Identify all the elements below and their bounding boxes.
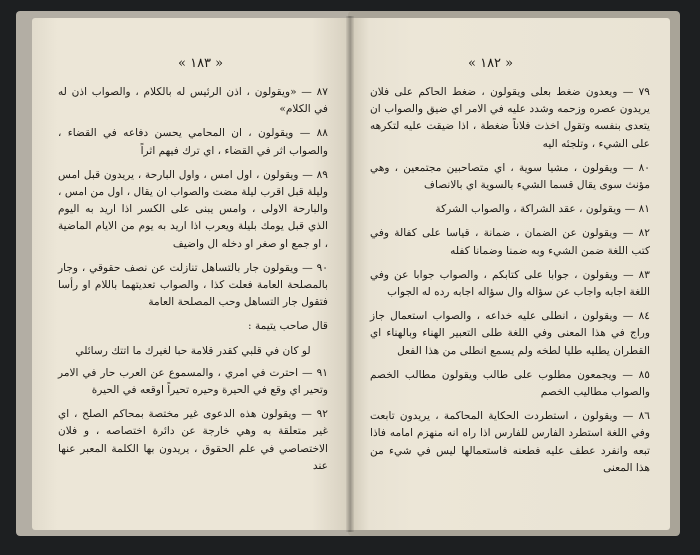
paragraph-86: ٨٦ — ويقولون ، استطردت الحكاية المحاكمة ، يريدون تابعت وفي اللغة استطرد الفارس للفارس اذا راه انه منهزم امامه فاذا تبعه وانفرد عطف عليه فطعنه فاستعمالها ليس في شيء من هذا المعنى [370,410,650,474]
left-page-number: « ١٨٣ » [178,56,224,71]
paragraph-91: ٩١ — احترت في امري ، والمسموع عن العرب حار في الامر وتحير اي وقع في الحيرة وحيره تحيراً اوقعه في الحيرة [58,366,328,397]
paragraph-82: ٨٢ — ويقولون عن الضمان ، ضمانة ، قياسا على كفالة وفي كتب اللغة ضمن الشيء وبه ضمنا وضمانا كفله [370,227,650,257]
paragraph-83: ٨٣ — ويقولون ، جوابا على كتابكم ، والصواب جوابا عن وفي اللغة اجابه واجاب عن سؤاله وال سؤاله اجابه رده له الجواب [370,268,650,299]
paragraph-90: ٩٠ — ويقولون جار بالتساهل تنازلت عن نصف حقوقي ، وجار بالمصلحة العامة فعلت كذا ، والصواب تعديتهما باللام او رأسا فتقول جار التساهل وحب المصلحة العامة [58,261,328,309]
right-page [350,18,670,530]
paragraph-79: ٧٩ — ويعدون ضغط بعلى ويقولون ، ضغط الحاكم على فلان يريدون عصره وزحمه وشدد عليه في الامر اي ضيق والصواب ان يتعدى بنفسه وتقول اخذت فلاناً ضغطة ، اذا ضيقت عليه لتكرهه على الشيء ، وتلجئه اليه [370,86,650,150]
paragraph-80: ٨٠ — ويقولون ، مشيا سوية ، اي متصاحبين مجتمعين ، وهي مؤنث سوى يقال قسما الشيء بالسوية اي بالانصاف [370,161,650,192]
paragraph-88: ٨٨ — ويقولون ، ان المحامي يحسن دفاعه في القضاء ، والصواب اثر في القضاء ، اي ترك فيهم اثراً [58,127,328,157]
paragraph-85: ٨٥ — ويجمعون مطلوب على طالب ويقولون مطالب الخصم والصواب مطاليب الخصم [370,368,650,399]
book-gutter [346,16,354,532]
paragraph-92: ٩٢ — ويقولون هذه الدعوى غير مختصة بمحاكم الصلح ، اي غير متعلقة به وهي خارجة عن دائرة اختصاصه ، و فلان الاختصاصي في علم الحقوق ، يريدون بها الكلمة المعبر عنها عند [58,408,328,472]
left-page-text [58,84,328,482]
paragraph-81: ٨١ — ويقولون ، عقد الشراكة ، والصواب الشركة [435,203,650,216]
right-page-text [370,84,650,484]
left-page [32,18,350,530]
open-book [8,8,692,547]
verse-line: لو كان في قلبي كقدر قلامة حبا لغيرك ما اتتك رسائلي [75,344,311,357]
paragraph-89: ٨٩ — ويقولون ، اول امس ، واول البارحة ، يريدون قبل امس وليلة قبل اقرب ليلة مضت والصواب ان يقال ، اول من امس ، والبارحة الاولى ، وامس يبنى على الكسر اذا اريد به اليوم الذي قبل يومك بليلة ويعرب اذا اريد به يوم من الايام الماضية ، او جمع او صغر او دخله ال واضيف [58,168,328,250]
paragraph-84: ٨٤ — ويقولون ، انطلى عليه خداعه ، والصواب استعمال جاز وراج في هذا المعنى وفي اللغة طلى التعبير الهناء وبالهناء اي القطران يطليه طليا لطخه ولم يسمع انطلى من هذا الفعل [370,310,650,357]
verse-intro: قال صاحب يتيمة : [248,320,328,333]
right-page-number: « ١٨٢ » [468,56,514,71]
paragraph-87: ٨٧ — «ويقولون ، اذن الرئيس له بالكلام ، والصواب اذن له في الكلام» [58,86,328,116]
